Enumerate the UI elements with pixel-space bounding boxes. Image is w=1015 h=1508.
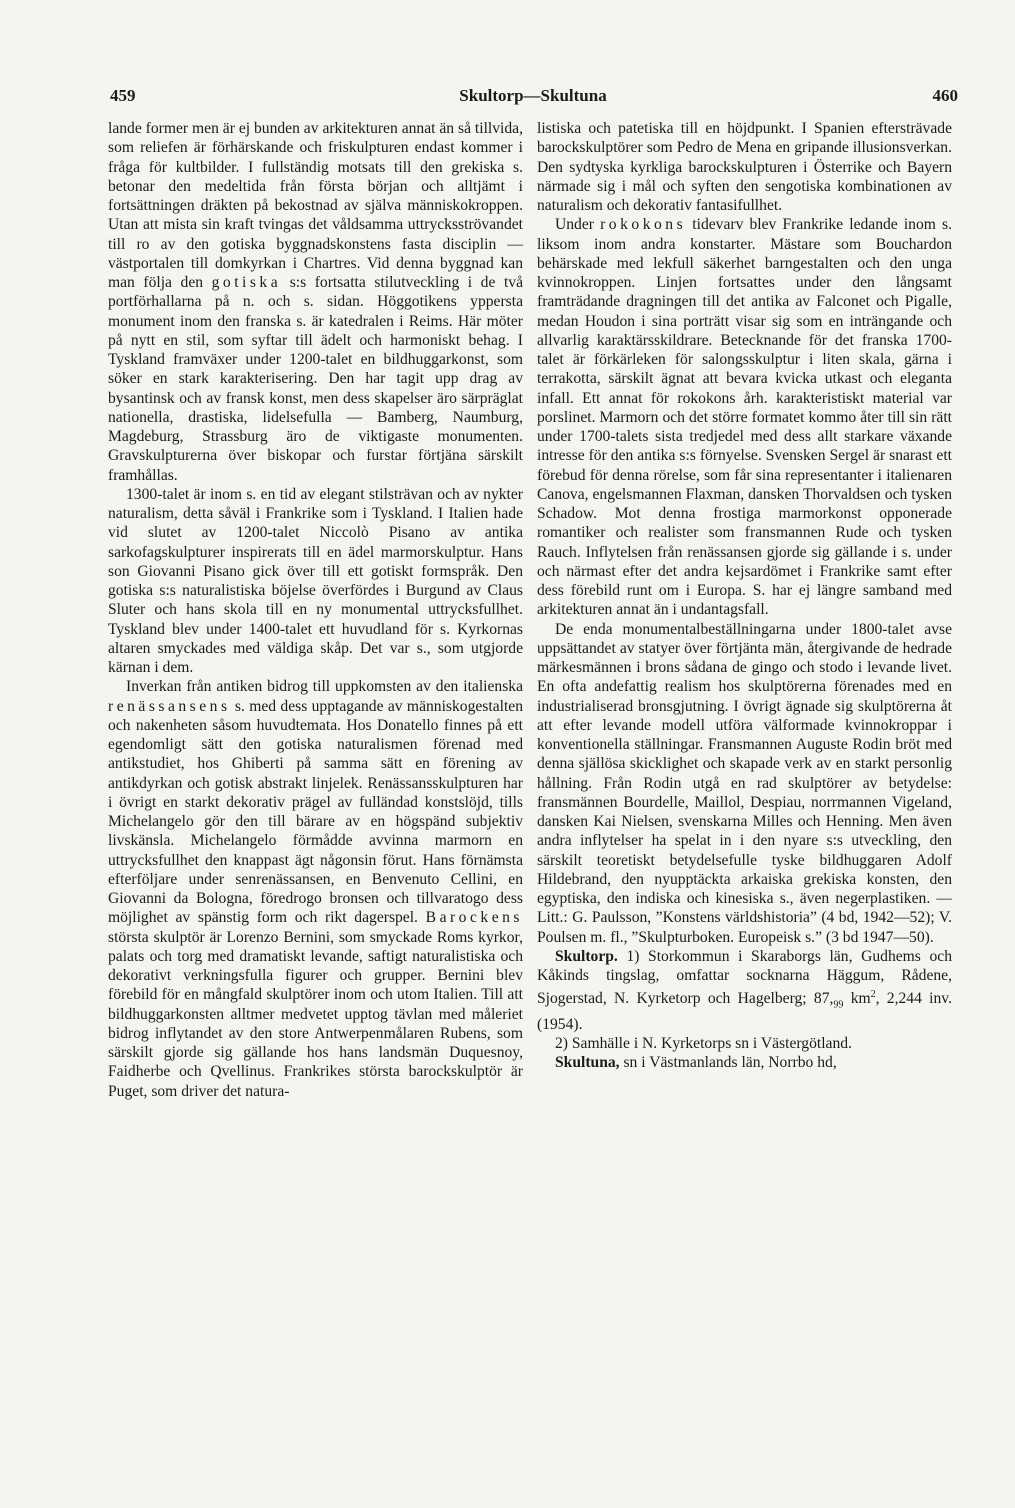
text-run: s. med dess upptagande av människogestalten och nakenheten såsom huvudtemata. Hos Donatello finnes på ett egendomligt sätt den gotiska naturalismen förenad med antikstudiet, hos Ghiberti på samma sätt en förening av antikdyrkan och gotisk abstrakt linjelek. Renässansskulpturen har i övrigt en starkt dekorativ prägel av fulländad konstslöjd, tills Michelangelo gör den till bärare av en högspänd subjektiv livskänsla. Michelangelo förmådde avvinna marmorn en uttrycksfullhet den knappast ägt någonsin förut. Hans förnämsta efterföljare under senrenässansen, en Benvenuto Cellini, en Giovanni da Bologna, föredrogo bronsen och tillvaratogo dess möjlighet av spänstig form och rikt dagerspel. bbox=[108, 697, 523, 927]
entry-skultorp bbox=[537, 947, 952, 1034]
spaced-term: Barockens bbox=[425, 909, 523, 927]
page-number-left: 459 bbox=[110, 86, 136, 105]
text-run: km bbox=[843, 990, 871, 1008]
text-run: s:s fortsatta stilutveckling i de två portförhallarna på n. och s. sidan. Höggotikens yppersta monument inom den franska s. är katedralen i Reims. Här möter på nytt en stil, som syftar till ädelt och harmoniskt behag. I Tyskland framväxer under 1200-talet en bildhuggarkonst, som söker en stark karakterisering. Den har tagit upp drag av bysantinsk och av fransk konst, men dess skapelser äro särpräglat nationella, drastiska, lidelsefulla — Bamberg, Naumburg, Magdeburg, Strassburg äro de viktigaste monumenten. Gravskulpturerna över biskopar och furstar förtjäna särskilt framhållas. bbox=[108, 274, 523, 484]
paragraph bbox=[537, 215, 952, 619]
paragraph bbox=[537, 620, 952, 947]
text-run: Under bbox=[555, 216, 601, 234]
spaced-term: renässansens bbox=[108, 697, 231, 715]
text-run: Inverkan från antiken bidrog till uppkomsten av den italienska bbox=[126, 678, 523, 696]
text-run: 1300-talet är inom s. en tid av elegant stilsträvan och av nykter naturalism, detta såväl i Frankrike som i Tyskland. I Italien hade vid slutet av 1200-talet Niccolò Pisano av antika sarkofagskulpturer inspirerats till en ädel marmorskulptur. Hans son Giovanni Pisano gick över till ett gotiskt formspråk. Den gotiska s:s naturalistiska böjelse överfördes i Burgund av Claus Sluter och hans skola till en ny monumental uttrycksfullhet. Tyskland blev under 1400-talet ett huvudland för s. Kyrkornas altaren smyckades med väldiga skåp. Det var s., som utgjorde kärnan i dem. bbox=[108, 485, 523, 676]
text-run: tidevarv blev Frankrike ledande inom s. liksom inom andra konstarter. Mästare som Bouchardon behärskade med lekfull säkerhet barngestalten och den unga kvinnokroppen. Linjen fortsattes under den långsamt framträdande dragningen till det antika av Falconet och Pigalle, medan Houdon i sina porträtt visar sig som en inträngande och allvarlig karaktärsskildrare. Betecknande för det franska 1700-talet är förkärleken för salongsskulptur i liten skala, gärna i terrakotta, särskilt ägnat att bevara kvicka utkast och eleganta infall. Ett annat för rokokons årh. karakteristiskt material var porslinet. Marmorn och det större formatet kommo åter till sin rätt under 1700-talets sista tredjedel med dess allt starkare växande intresse för den antika s:s förnyelse. Svensken Sergel är snarast ett förebud för denna rörelse, som får sina representanter i italienaren Canova, engelsmannen Flaxman, dansken Thorvaldsen och tysken Schadow. Mot denna frostiga marmorkonst opponerade romantiker och realister som fransmannen Rude och tysken Rauch. Inflytelsen från renässansen gjorde sig gällande i s. under och närmast efter det andra kejsardömet i Frankrike samt efter dess förebild runt om i Europa. S. har ej längre samband med arkitekturen annat än i undantagsfall. bbox=[537, 216, 952, 619]
superscript: 2 bbox=[870, 989, 876, 1001]
text-run: listiska och patetiska till en höjdpunkt. I Spanien eftersträvade barockskulptörer som Pedro de Mena en gripande illusionsverkan. Den sydtyska kyrkliga barockskulpturen i Österrike och Bayern närmade sig i mål och syften den sengotiska kombinationen av naturalism och dekorativ fantasifullhet. bbox=[537, 120, 952, 214]
entry-headword: Skultorp. bbox=[555, 947, 618, 965]
text-run: lande former men är ej bunden av arkitekturen annat än så tillvida, som reliefen är förhärskande och friskulpturen endast kommer i fråga för kultbilder. I fullständig motsats till den grekiska s. betonar den medeltida från första början och alltjämt i fortsättningen dräkten på bekostnad av själva människokroppen. Utan att mista sin kraft tvingas det våldsamma uttrycksströvandet till ro av den gotiska byggnadskonstens fasta disciplin — västportalen till domkyrkan i Chartres. Vid denna byggnad kan man följa den bbox=[108, 120, 523, 291]
text-run: sn i Västmanlands län, Norrbo hd, bbox=[619, 1054, 837, 1072]
running-title: Skultorp—Skultuna bbox=[459, 86, 607, 105]
paragraph bbox=[108, 485, 523, 678]
text-run: , 2,244 inv. (1954). bbox=[537, 990, 952, 1033]
spaced-term: rokokons bbox=[600, 216, 687, 234]
text-run: 2) Samhälle i N. Kyrketorps sn i Västergötland. bbox=[555, 1035, 852, 1053]
paragraph bbox=[537, 119, 952, 215]
paragraph bbox=[108, 677, 523, 1101]
spaced-term: gotiska bbox=[211, 274, 282, 291]
text-run: största skulptör är Lorenzo Bernini, som smyckade Roms kyrkor, palats och torg med dramatiskt levande, saftigt naturalistiska och dekorativt verkningsfulla figurer och grupper. Bernini blev förebild för en mångfald skulptörer inom och utom Italien. Till att bildhuggarkonsten alltmer medvetet upptog tävlan med måleriet bidrog inflytandet av den store Antwerpenmålaren Rubens, som särskilt gjorde sig gällande hos hans landsmän Duquesnoy, Faidherbe och Qvellinus. Frankrikes största barockskulptör är Puget, som driver det natura- bbox=[108, 928, 523, 1100]
paragraph bbox=[537, 1034, 952, 1053]
left-column bbox=[108, 119, 523, 1101]
entry-headword: Skultuna, bbox=[555, 1054, 620, 1072]
page-number-right: 460 bbox=[932, 86, 958, 105]
paragraph bbox=[108, 119, 523, 485]
text-run: De enda monumentalbeställningarna under 1800-talet avse uppsättandet av statyer över förtjänta män, återgivande de hedrade märkesmännen i brons sådana de gingo och stodo i levande livet. En ofta andefattig realism hos skulptörerna förenades med en industrialiserad bronsgjutning. I övrigt ägnade sig skulptörerna åt att efter levande modell utföra välformade kvinnokroppar i konventionella ställningar. Fransmannen Auguste Rodin bröt med denna själlösa skicklighet och skapade verk av en starkt personlig hållning. Från Rodin utgå en rad skulptörer av betydelse: fransmännen Bourdelle, Maillol, Despiau, norrmannen Vigeland, dansken Kai Nielsen, svenskarna Milles och Henning. Men även andra inflytelser ha spelat in i den nyare s:s utveckling, den särskilt teoretiskt betydelsefulle tyske bildhuggaren Adolf Hildebrand, den nyupptäckta arkaiska grekiska konsten, den egyptiska, den indiska och kinesiska s., även negerplastiken. — Litt.: G. Paulsson, ”Konstens världshistoria” (4 bd, 1942—52); V. Poulsen m. fl., ”Skulpturboken. Europeisk s.” (3 bd 1947—50). bbox=[537, 620, 952, 946]
right-column bbox=[537, 119, 952, 1073]
decimal-subscript: 99 bbox=[833, 999, 844, 1011]
page-header bbox=[108, 86, 958, 112]
text-run: 1) Storkommun i Skaraborgs län, Gudhems och Kåkinds tingslag, omfattar socknarna Häggum, Rådene, Sjogerstad, N. Kyrketorp och Hagelberg; 87, bbox=[537, 947, 952, 1008]
entry-skultuna bbox=[537, 1053, 952, 1072]
